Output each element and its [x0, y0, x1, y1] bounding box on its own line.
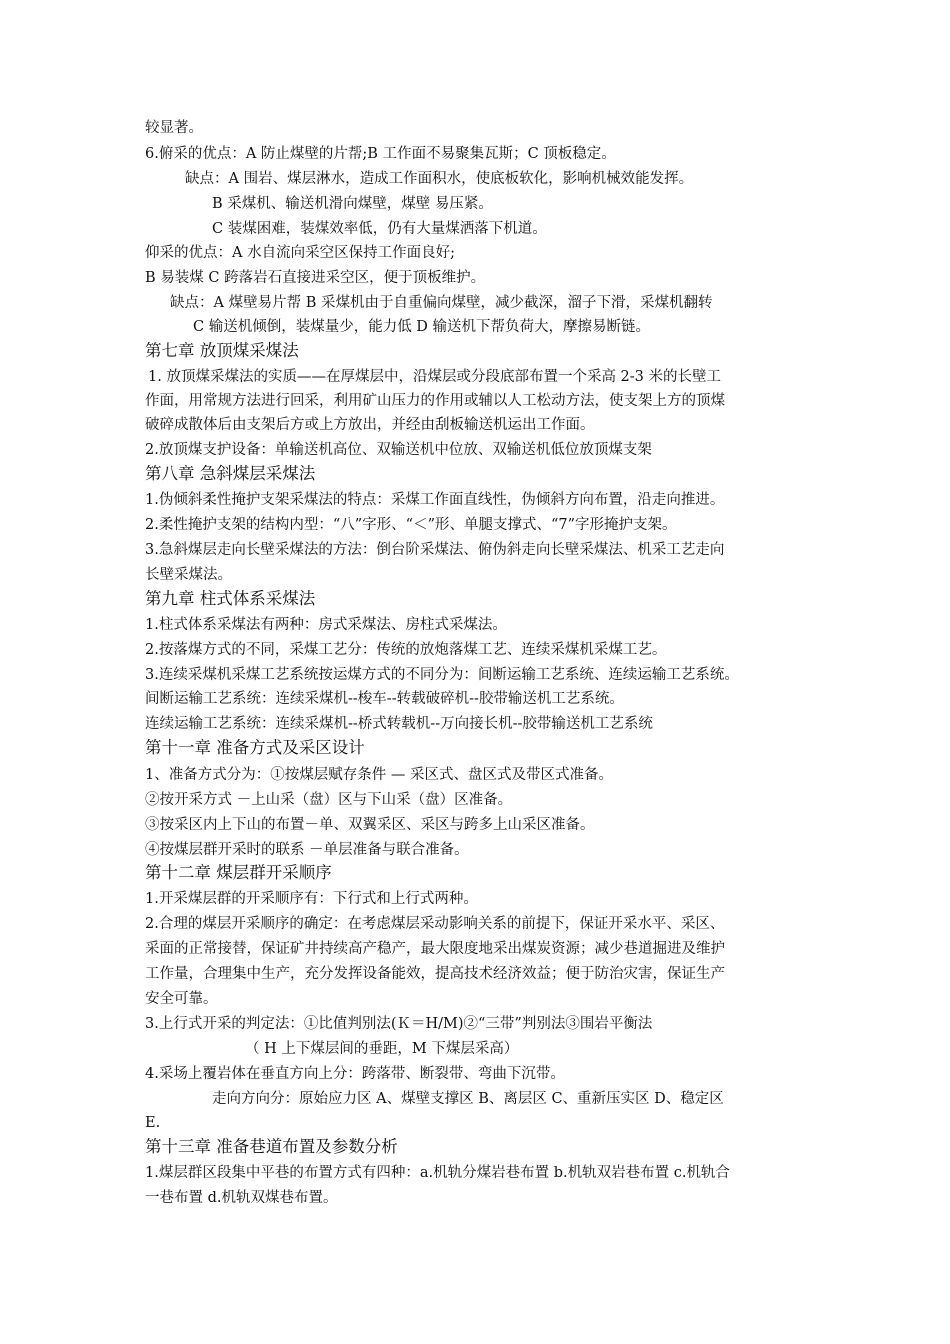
- text-line: 缺点：A 围岩、煤层淋水，造成工作面积水，使底板软化，影响机械效能发挥。: [185, 171, 694, 187]
- text-line: E.: [145, 1115, 161, 1131]
- text-line: 间断运输工艺系统：连续采煤机--梭车--转载破碎机--胶带输送机工艺系统。: [145, 691, 624, 707]
- text-line: 2.按落煤方式的不同，采煤工艺分：传统的放炮落煤工艺、连续采煤机采煤工艺。: [145, 642, 667, 658]
- text-line: 连续运输工艺系统：连续采煤机--桥式转载机--万向接长机--胶带输送机工艺系统: [145, 716, 653, 732]
- text-line: 较显著。: [145, 120, 203, 136]
- text-line: 1.开采煤层群的开采顺序有：下行式和上行式两种。: [145, 891, 478, 907]
- text-line: C 输送机倾倒，装煤量少，能力低 D 输送机下帮负荷大，摩擦易断链。: [193, 319, 651, 335]
- text-line: 安全可靠。: [145, 991, 218, 1007]
- text-line: 2.柔性掩护支架的结构内型：“八”字形、“＜”形、单腿支撑式、“7”字形掩护支架。: [145, 517, 677, 533]
- text-line: 一巷布置 d.机轨双煤巷布置。: [145, 1190, 338, 1206]
- text-line: 1.柱式体系采煤法有两种：房式采煤法、房柱式采煤法。: [145, 617, 507, 633]
- text-line: 长壁采煤法。: [145, 567, 232, 583]
- text-line: ④按煤层群开采时的联系 －单层准备与联合准备。: [145, 842, 469, 858]
- chapter-heading: 第十三章 准备巷道布置及参数分析: [145, 1137, 398, 1156]
- text-line: 1.煤层群区段集中平巷的布置方式有四种：a.机轨分煤岩巷布置 b.机轨双岩巷布置 c.机轨合: [145, 1165, 730, 1181]
- chapter-heading: 第十一章 准备方式及采区设计: [145, 738, 365, 757]
- text-line: 仰采的优点：A 水自流向采空区保持工作面良好;: [145, 245, 455, 261]
- text-line: 3.上行式开采的判定法：①比值判别法(Ｋ＝H/M)②“三带”判别法③围岩平衡法: [145, 1016, 653, 1032]
- text-line: 1.伪倾斜柔性掩护支架采煤法的特点：采煤工作面直线性，伪倾斜方向布置，沿走向推进。: [145, 492, 725, 508]
- text-line: ③按采区内上下山的布置－单、双翼采区、采区与跨多上山采区准备。: [145, 817, 595, 833]
- text-line: ②按开采方式 －上山采（盘）区与下山采（盘）区准备。: [145, 792, 513, 808]
- chapter-heading: 第八章 急斜煤层采煤法: [145, 464, 316, 483]
- chapter-heading: 第十二章 煤层群开采顺序: [145, 863, 332, 882]
- text-line: 走向方向分：原始应力区 A、煤壁支撑区 B、离层区 C、重新压实区 D、稳定区: [212, 1091, 724, 1107]
- text-line: 2.放顶煤支护设备：单输送机高位、双输送机中位放、双输送机低位放顶煤支架: [145, 442, 652, 458]
- text-line: （ H 上下煤层间的垂距，M 下煤层采高）: [245, 1041, 519, 1057]
- text-line: 3.急斜煤层走向长壁采煤法的方法：倒台阶采煤法、俯伪斜走向长壁采煤法、机采工艺走向: [145, 542, 725, 558]
- text-line: 采面的正常接替，保证矿井持续高产稳产，最大限度地采出煤炭资源；减少巷道掘进及维护: [145, 941, 725, 957]
- text-line: 工作量，合理集中生产，充分发挥设备能效，提高技术经济效益；便于防治灾害，保证生产: [145, 966, 725, 982]
- text-line: 3.连续采煤机采煤工艺系统按运煤方式的不同分为：间断运输工艺系统、连续运输工艺系统。: [145, 667, 739, 683]
- text-line: 缺点：A 煤壁易片帮 B 采煤机由于自重偏向煤壁，减少截深，溜子下滑，采煤机翻转: [170, 295, 713, 311]
- text-line: 作面，用常规方法进行回采，利用矿山压力的作用或辅以人工松动方法，使支架上方的顶煤: [145, 393, 725, 409]
- text-line: 2.合理的煤层开采顺序的确定：在考虑煤层采动影响关系的前提下，保证开采水平、采区、: [145, 916, 725, 932]
- chapter-heading: 第九章 柱式体系采煤法: [145, 589, 316, 608]
- text-line: B 采煤机、输送机滑向煤壁，煤壁 易压紧。: [212, 196, 493, 212]
- chapter-heading: 第七章 放顶煤采煤法: [145, 341, 299, 360]
- text-line: 破碎成散体后由支架后方或上方放出，并经由刮板输送机运出工作面。: [145, 417, 595, 433]
- text-line: C 装煤困难，装煤效率低，仍有大量煤洒落下机道。: [212, 221, 547, 237]
- text-line: 6.俯采的优点：A 防止煤壁的片帮;B 工作面不易聚集瓦斯；C 顶板稳定。: [145, 146, 616, 162]
- text-line: 1. 放顶煤采煤法的实质——在厚煤层中，沿煤层或分段底部布置一个采高 2-3 米的长壁工: [148, 369, 722, 385]
- text-line: 1、准备方式分为：①按煤层赋存条件 — 采区式、盘区式及带区式准备。: [145, 767, 613, 783]
- text-line: 4.采场上覆岩体在垂直方向上分：跨落带、断裂带、弯曲下沉带。: [145, 1066, 565, 1082]
- text-line: B 易装煤 C 跨落岩石直接进采空区，便于顶板维护。: [145, 270, 486, 286]
